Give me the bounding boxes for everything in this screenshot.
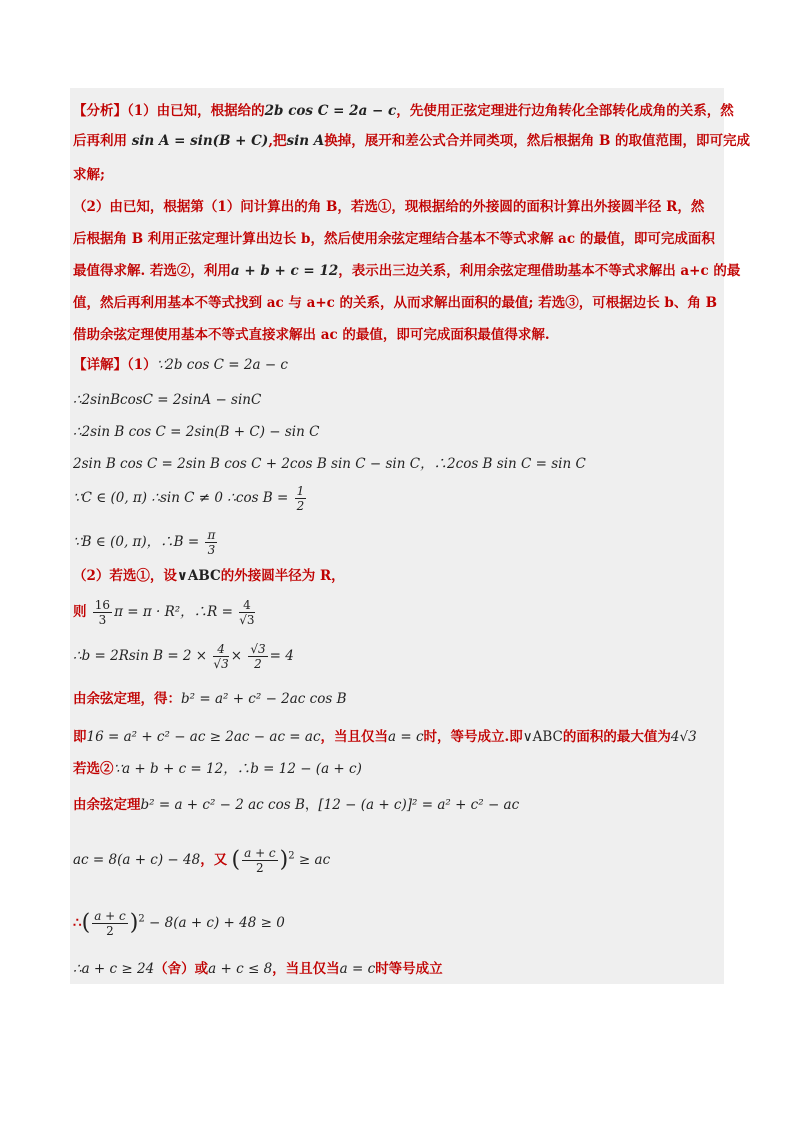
detail-line-14: ac = 8(a + c) − 48，又 ( $\frac{a + c}{2}$ )$^2$ ≥ ac (73, 846, 331, 875)
detail-line-5: ∵C ∈ (0, π) ∴sin C ≠ 0 ∴cos B = $\frac{1}{2}$ (73, 484, 305, 513)
detail-line-1: 【详解】（1）∵2b cos C = 2a − c (73, 357, 288, 373)
fraction: $\frac{4}{√3}$ (213, 642, 229, 671)
analysis-line-4: （2）由已知，根据第（1）问计算出的角 B，若选①，现根据给的外接圆的面积计算出外接圆半径 R，然 (73, 199, 705, 215)
analysis-line-1: 【分析】（1）由已知，根据给的2b cos C = 2a − c，先使用正弦定理进行边角转化全部转化成角的关系，然 (73, 103, 734, 119)
fraction: $\frac{1}{2}$ (296, 484, 305, 513)
detail-line-6: ∵B ∈ (0, π)，∴B = $\frac{\pi}{3}$ (73, 528, 216, 557)
analysis-line-8: 借助余弦定理使用基本不等式直接求解出 ac 的最值，即可完成面积最值得求解. (73, 327, 550, 343)
fraction: $\frac{√3}{2}$ (250, 642, 266, 671)
fraction: $\frac{a + c}{2}$ (94, 909, 126, 938)
detail-line-11: 即16 = a² + c² − ac ≥ 2ac − ac = ac，当且仅当a = c时，等号成立.即∨ABC的面积的最大值为4√3 (73, 729, 697, 745)
detail-line-2: ∴2sinBcosC = 2sinA − sinC (73, 392, 262, 408)
detail-line-16: ∴a + c ≥ 24（舍）或a + c ≤ 8，当且仅当a = c时等号成立 (73, 961, 443, 977)
analysis-line-2: 后再利用 sin A = sin(B + C),把sin A换掉，展开和差公式合并同类项，然后根据角 B 的取值范围，即可完成 (73, 133, 751, 149)
fraction: $\frac{a + c}{2}$ (244, 846, 276, 875)
analysis-line-3: 求解; (73, 167, 105, 183)
analysis-line-6: 最值得求解. 若选②，利用a + b + c = 12，表示出三边关系，利用余弦定理借助基本不等式求解出 a+c 的最 (73, 263, 741, 279)
fraction: $\frac{\pi}{3}$ (207, 528, 216, 557)
detail-line-10: 由余弦定理，得：b² = a² + c² − 2ac cos B (73, 691, 347, 707)
fraction: $\frac{4}{√3}$ (239, 598, 255, 627)
detail-line-15: ∴( $\frac{a + c}{2}$ )$^2$ − 8(a + c) + 48 ≥ 0 (73, 909, 285, 938)
detail-line-3: ∴2sin B cos C = 2sin(B + C) − sin C (73, 424, 320, 440)
detail-line-9: ∴b = 2Rsin B = 2 × $\frac{4}{√3}$ × $\frac{√3}{2}$ = 4 (73, 642, 294, 671)
detail-line-13: 由余弦定理b² = a + c² − 2 ac cos B，[12 − (a + c)]² = a² + c² − ac (73, 797, 520, 813)
analysis-line-5: 后根据角 B 利用正弦定理计算出边长 b，然后使用余弦定理结合基本不等式求解 ac 的最值，即可完成面积 (73, 231, 715, 247)
detail-line-12: 若选②∵a + b + c = 12，∴b = 12 − (a + c) (73, 761, 362, 777)
fraction: $\frac{16}{3}$ (94, 598, 111, 627)
analysis-line-7: 值，然后再利用基本不等式找到 ac 与 a+c 的关系，从而求解出面积的最值; 若选③，可根据边长 b、角 B (73, 295, 717, 311)
detail-line-8: 则 $\frac{16}{3}$ π = π · R²，∴R = $\frac{4}{√3}$ (73, 598, 255, 627)
detail-line-4: 2sin B cos C = 2sin B cos C + 2cos B sin C − sin C，∴2cos B sin C = sin C (73, 456, 586, 472)
detail-line-7: （2）若选①，设∨ABC的外接圆半径为 R， (73, 568, 345, 584)
